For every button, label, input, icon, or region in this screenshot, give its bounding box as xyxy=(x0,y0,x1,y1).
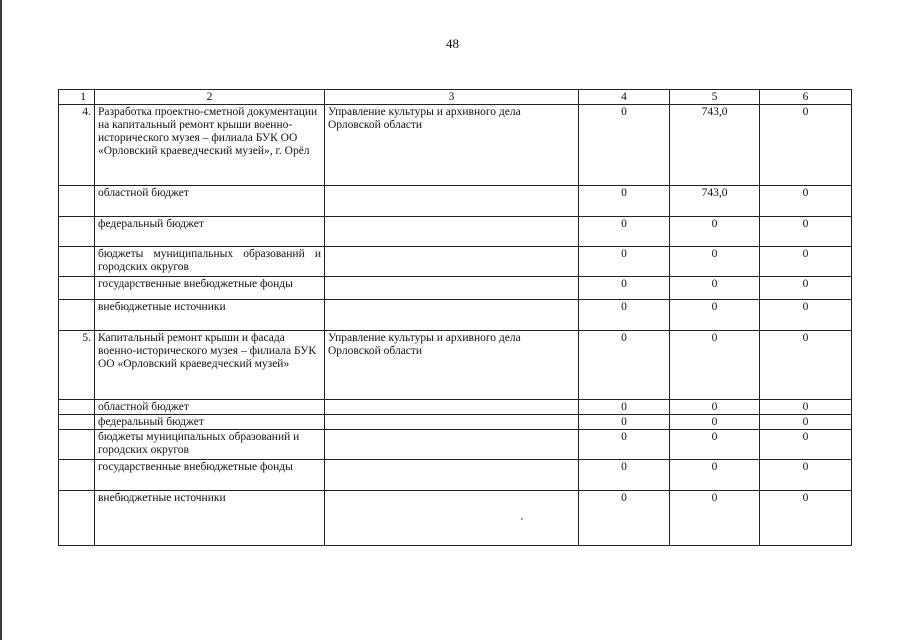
table-row xyxy=(59,415,852,430)
row-col-5: 0 xyxy=(670,400,760,415)
table-row xyxy=(59,460,852,491)
row-name: Разработка проектно-сметной документации на капитальный ремонт крыши военно-исторического музея – филиала БУК ОО «Орловский краеведческий музей», г. Орёл xyxy=(95,105,325,186)
row-organization xyxy=(325,247,579,277)
header-col-5: 5 xyxy=(670,90,760,105)
row-col-5: 0 xyxy=(670,331,760,400)
row-organization: Управление культуры и архивного дела Орловской области xyxy=(325,331,579,400)
row-organization xyxy=(325,430,579,460)
row-organization xyxy=(325,415,579,430)
row-name: Капитальный ремонт крыши и фасада военно-исторического музея – филиала БУК ОО «Орловский краеведческий музей» xyxy=(95,331,325,400)
row-number xyxy=(59,400,95,415)
row-col-6: 0 xyxy=(760,331,852,400)
row-col-6: 0 xyxy=(760,300,852,331)
row-number xyxy=(59,300,95,331)
row-organization xyxy=(325,400,579,415)
row-col-6: 0 xyxy=(760,491,852,546)
row-col-4: 0 xyxy=(579,331,670,400)
row-col-4: 0 xyxy=(579,186,670,217)
table-row xyxy=(59,105,852,186)
row-number xyxy=(59,460,95,491)
row-number: 5. xyxy=(59,331,95,400)
header-col-1: 1 xyxy=(59,90,95,105)
row-col-6: 0 xyxy=(760,430,852,460)
row-col-4: 0 xyxy=(579,430,670,460)
table-row xyxy=(59,491,852,546)
table-row xyxy=(59,300,852,331)
row-col-5: 0 xyxy=(670,415,760,430)
row-organization xyxy=(325,217,579,247)
row-name: бюджеты муниципальных образований и городских округов xyxy=(95,247,325,277)
table-row xyxy=(59,277,852,300)
row-col-4: 0 xyxy=(579,491,670,546)
table-row xyxy=(59,430,852,460)
row-col-5: 0 xyxy=(670,491,760,546)
row-col-5: 0 xyxy=(670,217,760,247)
row-col-6: 0 xyxy=(760,277,852,300)
row-organization xyxy=(325,460,579,491)
row-col-5: 0 xyxy=(670,300,760,331)
row-col-4: 0 xyxy=(579,247,670,277)
table-row xyxy=(59,400,852,415)
row-organization xyxy=(325,277,579,300)
row-col-5: 743,0 xyxy=(670,105,760,186)
header-col-6: 6 xyxy=(760,90,852,105)
row-number xyxy=(59,247,95,277)
row-col-5: 0 xyxy=(670,460,760,491)
row-number xyxy=(59,277,95,300)
table-header-row xyxy=(59,90,852,105)
row-organization xyxy=(325,300,579,331)
row-name: областной бюджет xyxy=(95,400,325,415)
table-row xyxy=(59,331,852,400)
row-name: бюджеты муниципальных образований и городских округов xyxy=(95,430,325,460)
row-col-4: 0 xyxy=(579,400,670,415)
scan-left-edge xyxy=(0,0,2,640)
row-col-4: 0 xyxy=(579,105,670,186)
row-col-5: 0 xyxy=(670,430,760,460)
row-col-4: 0 xyxy=(579,217,670,247)
row-number xyxy=(59,217,95,247)
table-row xyxy=(59,186,852,217)
row-col-6: 0 xyxy=(760,400,852,415)
row-number xyxy=(59,430,95,460)
table-row xyxy=(59,247,852,277)
row-number: 4. xyxy=(59,105,95,186)
row-name: внебюджетные источники xyxy=(95,300,325,331)
header-col-3: 3 xyxy=(325,90,579,105)
header-col-2: 2 xyxy=(95,90,325,105)
row-col-5: 0 xyxy=(670,247,760,277)
row-name: федеральный бюджет xyxy=(95,217,325,247)
row-col-6: 0 xyxy=(760,415,852,430)
scan-speck xyxy=(521,518,523,520)
row-col-4: 0 xyxy=(579,415,670,430)
row-organization xyxy=(325,186,579,217)
row-name: внебюджетные источники xyxy=(95,491,325,546)
row-name: государственные внебюджетные фонды xyxy=(95,277,325,300)
row-col-6: 0 xyxy=(760,186,852,217)
row-col-5: 743,0 xyxy=(670,186,760,217)
row-name: государственные внебюджетные фонды xyxy=(95,460,325,491)
row-col-4: 0 xyxy=(579,460,670,491)
row-organization xyxy=(325,491,579,546)
row-col-6: 0 xyxy=(760,460,852,491)
row-name: областной бюджет xyxy=(95,186,325,217)
row-name: федеральный бюджет xyxy=(95,415,325,430)
page-number: 48 xyxy=(446,36,459,51)
row-number xyxy=(59,415,95,430)
row-col-6: 0 xyxy=(760,247,852,277)
row-number xyxy=(59,186,95,217)
row-col-6: 0 xyxy=(760,217,852,247)
row-col-6: 0 xyxy=(760,105,852,186)
row-organization: Управление культуры и архивного дела Орловской области xyxy=(325,105,579,186)
row-number xyxy=(59,491,95,546)
header-col-4: 4 xyxy=(579,90,670,105)
row-col-5: 0 xyxy=(670,277,760,300)
row-col-4: 0 xyxy=(579,300,670,331)
budget-table xyxy=(58,89,852,546)
table-row xyxy=(59,217,852,247)
row-col-4: 0 xyxy=(579,277,670,300)
